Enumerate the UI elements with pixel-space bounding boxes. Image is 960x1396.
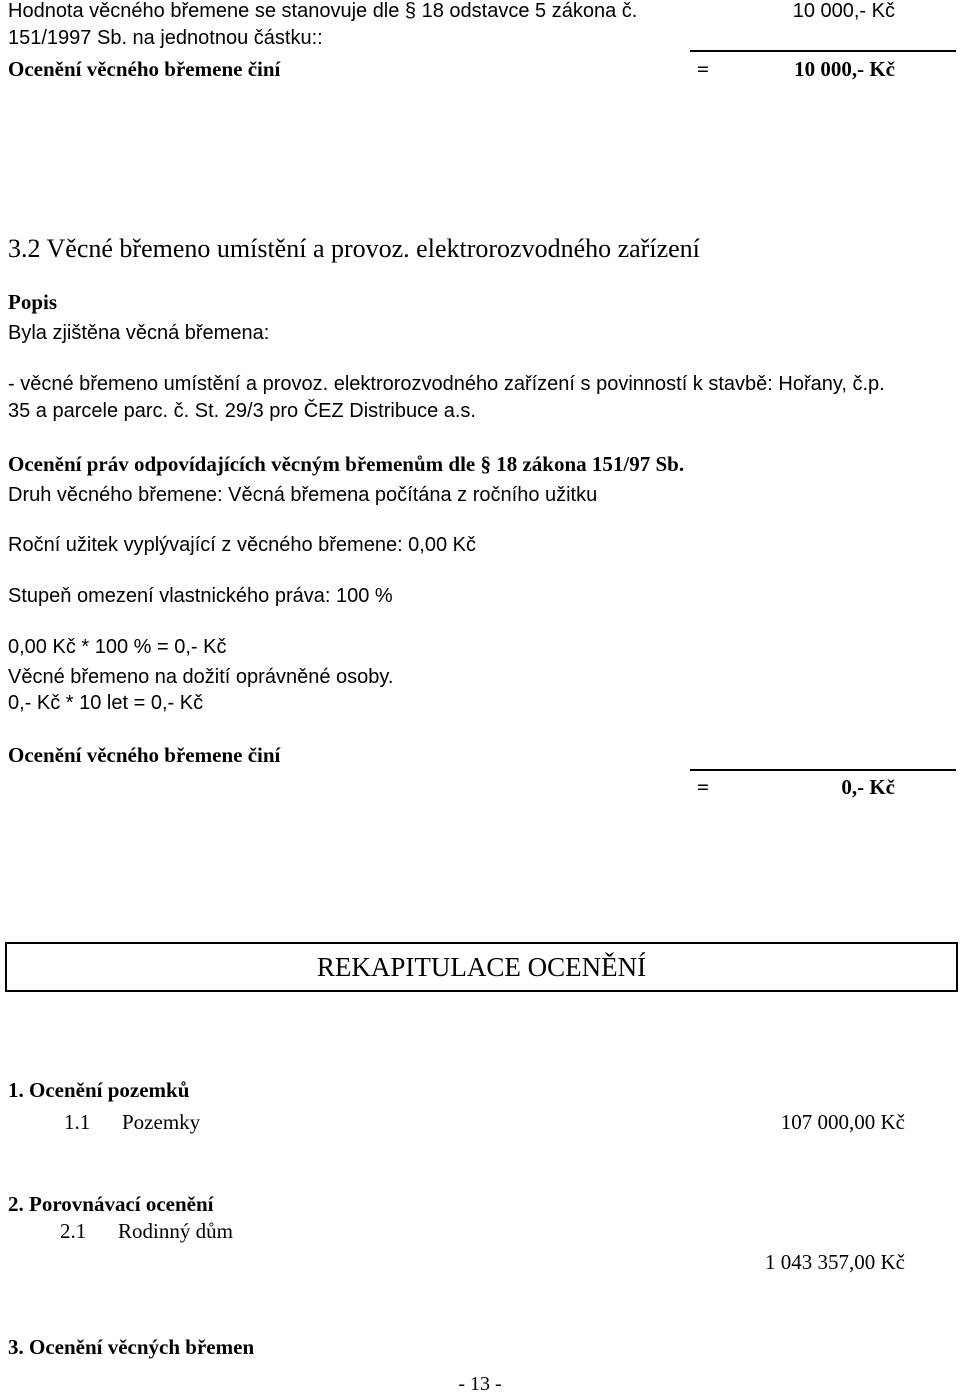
recap-group2-heading: 2. Porovnávací ocenění	[8, 1192, 214, 1216]
prev-total-rule	[690, 50, 956, 52]
found-text: Byla zjištěna věcná břemena:	[8, 322, 270, 344]
easement-type-text: Druh věcného břemene: Věcná břemena počítána z ročního užitku	[8, 484, 598, 506]
calculation-line1: 0,00 Kč * 100 % = 0,- Kč	[8, 636, 227, 658]
prev-value-line1: Hodnota věcného břemene se stanovuje dle § 18 odstavce 5 zákona č.	[8, 0, 638, 22]
calculation-line2: 0,- Kč * 10 let = 0,- Kč	[8, 692, 204, 714]
page-number: - 13 -	[458, 1373, 502, 1395]
section-total-amount: 0,- Kč	[841, 775, 895, 799]
lifetime-text: Věcné břemeno na dožití oprávněné osoby.	[8, 666, 394, 688]
recap-group2-item-number: 2.1	[60, 1219, 87, 1243]
valuation-heading: Ocenění práv odpovídajících věcným břemenům dle § 18 zákona 151/97 Sb.	[8, 452, 685, 476]
section-total-equals: =	[697, 775, 709, 799]
recap-group1-item-number: 1.1	[64, 1110, 91, 1134]
recap-group2-item-label: Rodinný dům	[118, 1219, 233, 1243]
prev-total-equals: =	[697, 57, 709, 81]
section-total-label: Ocenění věcného břemene činí	[8, 743, 281, 767]
recap-group1-item-amount: 107 000,00 Kč	[780, 1110, 905, 1134]
recap-group1-heading: 1. Ocenění pozemků	[8, 1078, 190, 1102]
recap-title-box	[5, 942, 958, 992]
section-heading: 3.2 Věcné břemeno umístění a provoz. elektrorozvodného zařízení	[8, 234, 700, 263]
prev-value-amount: 10 000,- Kč	[792, 0, 895, 22]
recap-group3-heading: 3. Ocenění věcných břemen	[8, 1335, 255, 1359]
easement-item-line2: 35 a parcele parc. č. St. 29/3 pro ČEZ Distribuce a.s.	[8, 400, 476, 422]
prev-total-amount: 10 000,- Kč	[794, 57, 895, 81]
recap-group2-item-amount: 1 043 357,00 Kč	[765, 1250, 905, 1274]
restriction-text: Stupeň omezení vlastnického práva: 100 %	[8, 585, 393, 607]
annual-benefit-text: Roční užitek vyplývající z věcného břemene: 0,00 Kč	[8, 534, 477, 556]
popis-label: Popis	[8, 290, 58, 314]
prev-value-line2: 151/1997 Sb. na jednotnou částku::	[8, 27, 323, 49]
recap-title: REKAPITULACE OCENĚNÍ	[316, 952, 647, 982]
easement-item-line1: - věcné břemeno umístění a provoz. elektrorozvodného zařízení s povinností k stavbě: Hořany, č.p.	[8, 373, 885, 395]
section-total-rule	[690, 769, 956, 771]
recap-group1-item-label: Pozemky	[122, 1110, 201, 1134]
prev-total-label: Ocenění věcného břemene činí	[8, 57, 281, 81]
